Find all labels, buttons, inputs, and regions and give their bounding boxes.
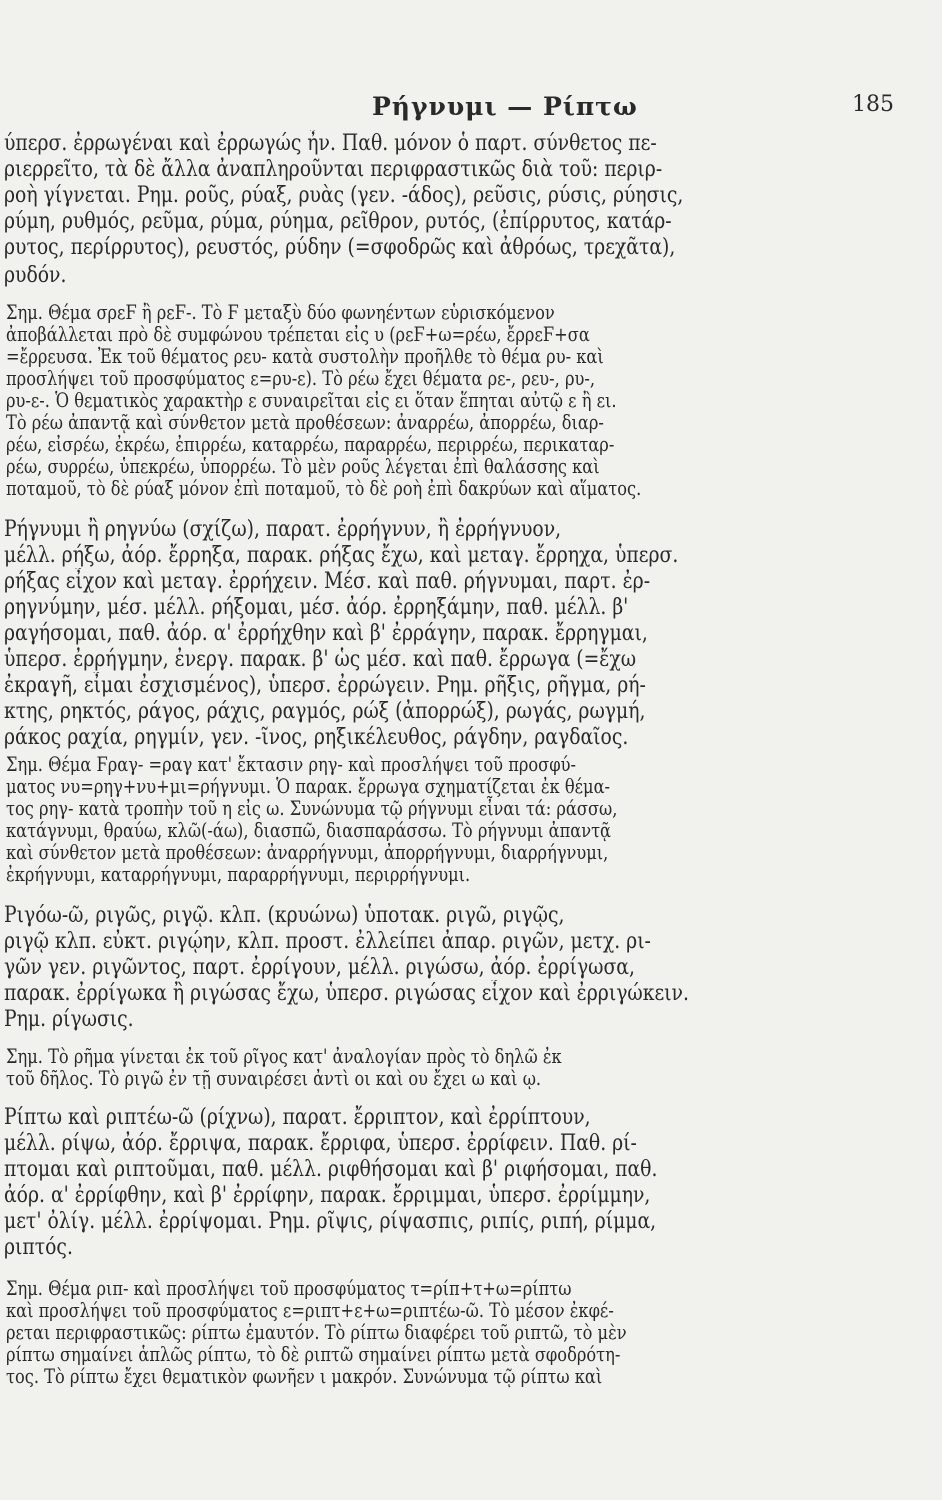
text-line: =ἔρρευσα. Ἐκ τοῦ θέματος ρευ- κατὰ συστολὴν προῆλθε τὸ θέμα ρυ- καὶ: [6, 345, 604, 368]
text-line: ράκος ραχία, ρηγμίν, γεν. -ῖνος, ρηξικέλευθος, ράγδην, ραγδαῖος.: [4, 724, 629, 750]
text-line: μετ' ὀλίγ. μέλλ. ἐρρίψομαι. Ρημ. ρῖψις, ρίψασπις, ριπίς, ριπή, ρίμμα,: [4, 1208, 657, 1234]
text-line: ρεται περιφραστικῶς: ρίπτω ἐμαυτόν. Τὸ ρίπτω διαφέρει τοῦ ριπτῶ, τὸ μὲν: [6, 1321, 627, 1344]
text-line: παρακ. ἐρρίγωκα ἢ ριγώσας ἔχω, ὑπερσ. ριγώσας εἶχον καὶ ἐρριγώκειν.: [4, 980, 689, 1006]
text-line: ποταμοῦ, τὸ δὲ ρύαξ μόνον ἐπὶ ποταμοῦ, τὸ δὲ ροὴ ἐπὶ δακρύων καὶ αἵματος.: [6, 477, 642, 500]
text-line: προσλήψει τοῦ προσφύματος ε=ρυ-ε). Τὸ ρέω ἔχει θέματα ρε-, ρευ-, ρυ-,: [6, 367, 596, 390]
text-line: ἐκραγῆ, εἶμαι ἐσχισμένος), ὑπερσ. ἐρρώγειν. Ρημ. ρῆξις, ρῆγμα, ρή-: [4, 672, 646, 698]
text-line: μέλλ. ρήξω, ἀόρ. ἔρρηξα, παρακ. ρήξας ἔχω, καὶ μεταγ. ἔρρηχα, ὑπερσ.: [4, 542, 679, 568]
page-number: 185: [852, 92, 894, 117]
text-line: καὶ προσλήψει τοῦ προσφύματος ε=ριπτ+ε+ω=ριπτέω-ῶ. Τὸ μέσον ἐκφέ-: [6, 1299, 614, 1322]
text-line: κτης, ρηκτός, ράγος, ράχις, ραγμός, ρώξ (ἀπορρώξ), ρωγάς, ρωγμή,: [4, 698, 646, 724]
text-line: Σημ. Θέμα σρεϜ ἢ ρεϜ-. Τὸ Ϝ μεταξὺ δύο φωνηέντων εὑρισκόμενον: [6, 301, 555, 324]
text-line: Ριγόω-ῶ, ριγῶς, ριγῷ. κλπ. (κρυώνω) ὑποτακ. ριγῶ, ριγῷς,: [4, 902, 565, 928]
text-line: Σημ. Θέμα ριπ- καὶ προσλήψει τοῦ προσφύματος τ=ρίπ+τ+ω=ρίπτω: [6, 1277, 572, 1300]
text-line: Τὸ ρέω ἀπαντᾷ καὶ σύνθετον μετὰ προθέσεων: ἀναρρέω, ἀπορρέω, διαρ-: [6, 411, 604, 434]
text-line: ροὴ γίγνεται. Ρημ. ροῦς, ρύαξ, ρυὰς (γεν. -άδος), ρεῦσις, ρύσις, ρύησις,: [4, 182, 684, 208]
text-line: Ρίπτω καὶ ριπτέω-ῶ (ρίχνω), παρατ. ἔρριπτον, καὶ ἐρρίπτουν,: [4, 1104, 591, 1130]
text-line: ρηγνύμην, μέσ. μέλλ. ρήξομαι, μέσ. ἀόρ. ἐρρηξάμην, παθ. μέλλ. β': [4, 594, 629, 620]
text-line: ρυδόν.: [4, 262, 67, 288]
running-head: [0, 92, 942, 132]
text-line: ρίπτω σημαίνει ἁπλῶς ρίπτω, τὸ δὲ ριπτῶ σημαίνει ρίπτω μετὰ σφοδρότη-: [6, 1343, 621, 1366]
text-line: ὑπερσ. ἐρρήγμην, ἐνεργ. παρακ. β' ὡς μέσ. καὶ παθ. ἔρρωγα (=ἔχω: [4, 646, 637, 672]
text-line: ύπερσ. ἐρρωγέναι καὶ ἐρρωγώς ἦν. Παθ. μόνον ὁ παρτ. σύνθετος πε-: [4, 130, 657, 156]
text-line: γῶν γεν. ριγῶντος, παρτ. ἐρρίγουν, μέλλ. ριγώσω, ἀόρ. ἐρρίγωσα,: [4, 954, 635, 980]
text-line: ματος νυ=ρηγ+νυ+μι=ρήγνυμι. Ὁ παρακ. ἔρρωγα σχηματίζεται ἐκ θέμα-: [6, 775, 611, 798]
text-line: ρήξας εἶχον καὶ μεταγ. ἐρρήχειν. Μέσ. καὶ παθ. ρήγνυμαι, παρτ. ἐρ-: [4, 568, 651, 594]
text-line: Ρημ. ρίγωσις.: [4, 1006, 134, 1032]
text-line: μέλλ. ρίψω, ἀόρ. ἔρριψα, παρακ. ἔρριφα, ὑπερσ. ἐρρίφειν. Παθ. ρί-: [4, 1130, 637, 1156]
text-line: Σημ. Θέμα Ϝραγ- =ραγ κατ' ἔκτασιν ρηγ- καὶ προσλήψει τοῦ προσφύ-: [6, 753, 576, 776]
text-line: ἐκρήγνυμι, καταρρήγνυμι, παραρρήγνυμι, περιρρήγνυμι.: [6, 863, 471, 886]
text-line: ρέω, συρρέω, ὑπεκρέω, ὑπορρέω. Τὸ μὲν ροῦς λέγεται ἐπὶ θαλάσσης καὶ: [6, 455, 600, 478]
text-line: ρυ-ε-. Ὁ θεματικὸς χαρακτὴρ ε συναιρεῖται εἰς ει ὅταν ἕπηται αὐτῷ ε ἢ ει.: [6, 389, 617, 412]
text-line: ριγῷ κλπ. εὐκτ. ριγῴην, κλπ. προστ. ἐλλείπει ἀπαρ. ριγῶν, μετχ. ρι-: [4, 928, 651, 954]
text-line: ρέω, εἰσρέω, ἐκρέω, ἐπιρρέω, καταρρέω, παραρρέω, περιρρέω, περικαταρ-: [6, 433, 615, 456]
text-line: ριπτός.: [4, 1234, 73, 1260]
text-line: τος. Τὸ ρίπτω ἔχει θεματικὸν φωνῆεν ι μακρόν. Συνώνυμα τῷ ρίπτω καὶ: [6, 1365, 603, 1388]
text-line: ρυτος, περίρρυτος), ρευστός, ρύδην (=σφοδρῶς καὶ ἀθρόως, τρεχᾶτα),: [4, 234, 676, 260]
text-line: ἀόρ. α' ἐρρίφθην, καὶ β' ἐρρίφην, παρακ. ἔρριμμαι, ὑπερσ. ἐρρίμμην,: [4, 1182, 651, 1208]
text-line: καὶ σύνθετον μετὰ προθέσεων: ἀναρρήγνυμι, ἀπορρήγνυμι, διαρρήγνυμι,: [6, 841, 609, 864]
text-line: ριερρεῖτο, τὰ δὲ ἄλλα ἀναπληροῦνται περιφραστικῶς διὰ τοῦ: περιρ-: [4, 156, 663, 182]
text-line: πτομαι καὶ ριπτοῦμαι, παθ. μέλλ. ριφθήσομαι καὶ β' ριφήσομαι, παθ.: [4, 1156, 658, 1182]
text-line: τοῦ δῆλος. Τὸ ριγῶ ἐν τῇ συναιρέσει ἀντὶ οι καὶ ου ἔχει ω καὶ ῳ.: [6, 1067, 542, 1090]
text-line: ἀποβάλλεται πρὸ δὲ συμφώνου τρέπεται εἰς υ (ρεϜ+ω=ρέω, ἔρρεϜ+σα: [6, 323, 590, 346]
text-line: ρύμη, ρυθμός, ρεῦμα, ρύμα, ρύημα, ρεῖθρον, ρυτός, (ἐπίρρυτος, κατάρ-: [4, 208, 672, 234]
text-line: Σημ. Τὸ ρῆμα γίνεται ἐκ τοῦ ρῖγος κατ' ἀναλογίαν πρὸς τὸ δηλῶ ἐκ: [6, 1045, 562, 1068]
text-line: Ρήγνυμι ἢ ρηγνύω (σχίζω), παρατ. ἐρρήγνυν, ἢ ἐρρήγνυον,: [4, 516, 562, 542]
page-header-title: Ρήγνυμι — Ρίπτω: [372, 92, 638, 121]
text-line: κατάγνυμι, θραύω, κλῶ(-άω), διασπῶ, διασπαράσσω. Τὸ ρήγνυμι ἀπαντᾷ: [6, 819, 612, 842]
text-line: τος ρηγ- κατὰ τροπὴν τοῦ η εἰς ω. Συνώνυμα τῷ ρήγνυμι εἶναι τά: ράσσω,: [6, 797, 618, 820]
text-line: ραγήσομαι, παθ. ἀόρ. α' ἐρρήχθην καὶ β' ἐρράγην, παρακ. ἔρρηγμαι,: [4, 620, 648, 646]
